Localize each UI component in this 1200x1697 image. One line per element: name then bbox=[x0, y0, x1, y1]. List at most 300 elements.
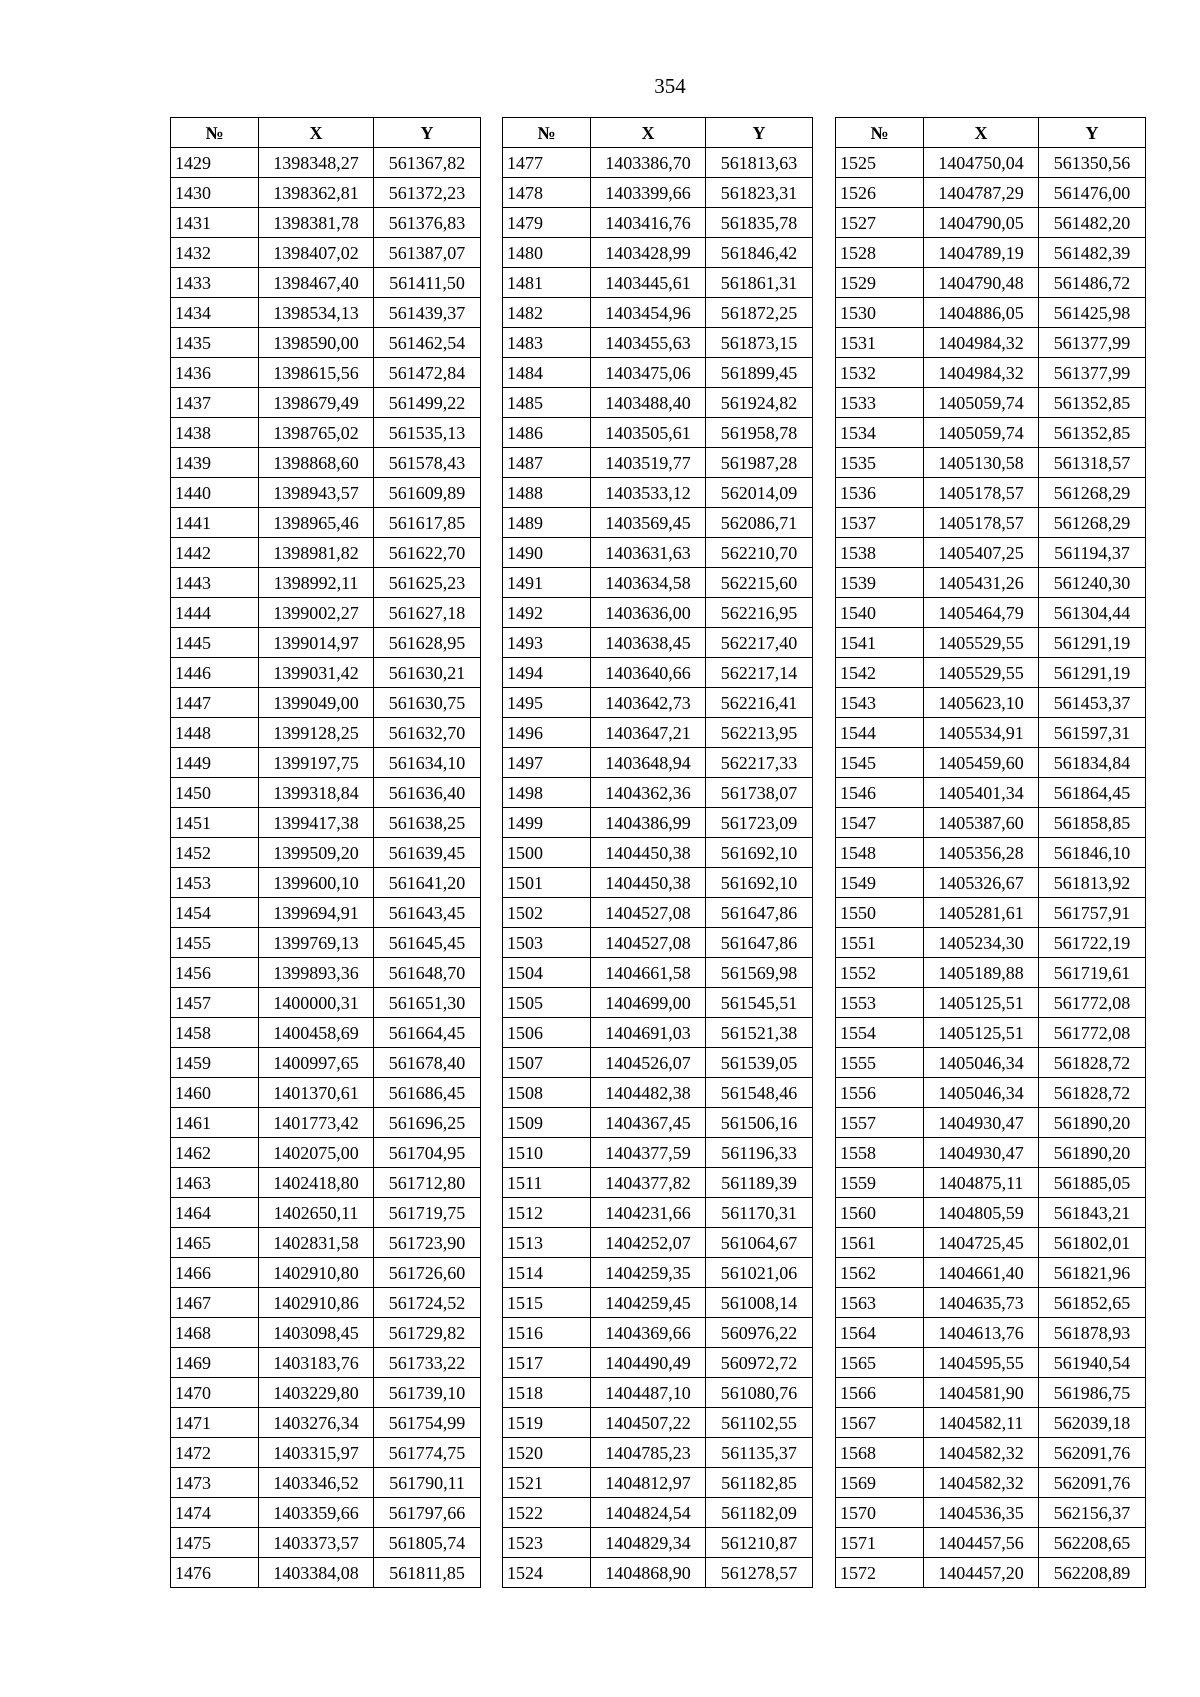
cell-y: 562208,89 bbox=[1039, 1558, 1146, 1588]
table-row bbox=[836, 1228, 1146, 1258]
cell-x: 1398615,56 bbox=[259, 358, 374, 388]
cell-y: 562216,95 bbox=[706, 598, 813, 628]
cell-number: 1445 bbox=[171, 628, 259, 658]
cell-y: 561625,23 bbox=[374, 568, 481, 598]
table-row bbox=[171, 1138, 481, 1168]
cell-number: 1441 bbox=[171, 508, 259, 538]
cell-number: 1474 bbox=[171, 1498, 259, 1528]
table-row bbox=[836, 388, 1146, 418]
cell-x: 1404984,32 bbox=[924, 358, 1039, 388]
cell-x: 1405356,28 bbox=[924, 838, 1039, 868]
cell-y: 561486,72 bbox=[1039, 268, 1146, 298]
cell-x: 1398362,81 bbox=[259, 178, 374, 208]
cell-number: 1448 bbox=[171, 718, 259, 748]
cell-y: 561873,15 bbox=[706, 328, 813, 358]
cell-y: 561521,38 bbox=[706, 1018, 813, 1048]
cell-x: 1404805,59 bbox=[924, 1198, 1039, 1228]
cell-x: 1399031,42 bbox=[259, 658, 374, 688]
cell-x: 1404595,55 bbox=[924, 1348, 1039, 1378]
table-row bbox=[171, 148, 481, 178]
cell-number: 1523 bbox=[503, 1528, 591, 1558]
cell-x: 1404457,56 bbox=[924, 1528, 1039, 1558]
cell-x: 1403640,66 bbox=[591, 658, 706, 688]
cell-y: 561686,45 bbox=[374, 1078, 481, 1108]
table-row bbox=[503, 958, 813, 988]
cell-x: 1405046,34 bbox=[924, 1078, 1039, 1108]
cell-number: 1488 bbox=[503, 478, 591, 508]
table-row bbox=[171, 598, 481, 628]
cell-y: 561813,92 bbox=[1039, 868, 1146, 898]
cell-number: 1435 bbox=[171, 328, 259, 358]
header-x: X bbox=[259, 118, 374, 148]
cell-x: 1399509,20 bbox=[259, 838, 374, 868]
cell-number: 1561 bbox=[836, 1228, 924, 1258]
cell-x: 1399769,13 bbox=[259, 928, 374, 958]
table-row bbox=[171, 1468, 481, 1498]
table-row bbox=[171, 1198, 481, 1228]
table-row bbox=[503, 778, 813, 808]
cell-number: 1449 bbox=[171, 748, 259, 778]
cell-x: 1403488,40 bbox=[591, 388, 706, 418]
cell-y: 561754,99 bbox=[374, 1408, 481, 1438]
cell-number: 1551 bbox=[836, 928, 924, 958]
cell-y: 561639,45 bbox=[374, 838, 481, 868]
cell-y: 561628,95 bbox=[374, 628, 481, 658]
cell-x: 1403505,61 bbox=[591, 418, 706, 448]
cell-y: 561733,22 bbox=[374, 1348, 481, 1378]
table-row bbox=[171, 178, 481, 208]
cell-number: 1508 bbox=[503, 1078, 591, 1108]
cell-y: 561482,39 bbox=[1039, 238, 1146, 268]
cell-number: 1557 bbox=[836, 1108, 924, 1138]
table-row bbox=[171, 448, 481, 478]
cell-number: 1431 bbox=[171, 208, 259, 238]
table-row bbox=[836, 208, 1146, 238]
cell-number: 1486 bbox=[503, 418, 591, 448]
cell-x: 1404507,22 bbox=[591, 1408, 706, 1438]
cell-x: 1403647,21 bbox=[591, 718, 706, 748]
cell-y: 561739,10 bbox=[374, 1378, 481, 1408]
cell-x: 1405189,88 bbox=[924, 958, 1039, 988]
table-row bbox=[503, 178, 813, 208]
table-row bbox=[171, 1228, 481, 1258]
table-row bbox=[503, 358, 813, 388]
cell-y: 561712,80 bbox=[374, 1168, 481, 1198]
cell-number: 1469 bbox=[171, 1348, 259, 1378]
table-row bbox=[171, 958, 481, 988]
cell-number: 1537 bbox=[836, 508, 924, 538]
cell-x: 1398381,78 bbox=[259, 208, 374, 238]
cell-x: 1403636,00 bbox=[591, 598, 706, 628]
cell-x: 1404259,45 bbox=[591, 1288, 706, 1318]
cell-number: 1517 bbox=[503, 1348, 591, 1378]
cell-x: 1399694,91 bbox=[259, 898, 374, 928]
table-row bbox=[503, 148, 813, 178]
cell-x: 1404527,08 bbox=[591, 898, 706, 928]
cell-x: 1404450,38 bbox=[591, 868, 706, 898]
cell-y: 561846,10 bbox=[1039, 838, 1146, 868]
table-row bbox=[836, 1408, 1146, 1438]
cell-y: 561376,83 bbox=[374, 208, 481, 238]
cell-y: 561291,19 bbox=[1039, 658, 1146, 688]
cell-x: 1398992,11 bbox=[259, 568, 374, 598]
cell-y: 561291,19 bbox=[1039, 628, 1146, 658]
cell-y: 561578,43 bbox=[374, 448, 481, 478]
cell-x: 1404527,08 bbox=[591, 928, 706, 958]
table-row bbox=[836, 358, 1146, 388]
cell-x: 1404482,38 bbox=[591, 1078, 706, 1108]
cell-number: 1466 bbox=[171, 1258, 259, 1288]
cell-number: 1477 bbox=[503, 148, 591, 178]
cell-x: 1404868,90 bbox=[591, 1558, 706, 1588]
cell-number: 1432 bbox=[171, 238, 259, 268]
cell-x: 1398943,57 bbox=[259, 478, 374, 508]
cell-y: 561636,40 bbox=[374, 778, 481, 808]
cell-number: 1433 bbox=[171, 268, 259, 298]
cell-x: 1404984,32 bbox=[924, 328, 1039, 358]
cell-x: 1399417,38 bbox=[259, 808, 374, 838]
cell-x: 1405059,74 bbox=[924, 418, 1039, 448]
cell-x: 1399128,25 bbox=[259, 718, 374, 748]
cell-x: 1404930,47 bbox=[924, 1138, 1039, 1168]
cell-y: 561647,86 bbox=[706, 928, 813, 958]
cell-y: 561726,60 bbox=[374, 1258, 481, 1288]
cell-x: 1404829,34 bbox=[591, 1528, 706, 1558]
table-row bbox=[503, 1378, 813, 1408]
cell-number: 1485 bbox=[503, 388, 591, 418]
cell-y: 561641,20 bbox=[374, 868, 481, 898]
cell-y: 561135,37 bbox=[706, 1438, 813, 1468]
cell-y: 561210,87 bbox=[706, 1528, 813, 1558]
cell-x: 1404231,66 bbox=[591, 1198, 706, 1228]
cell-x: 1404699,00 bbox=[591, 988, 706, 1018]
table-row bbox=[503, 418, 813, 448]
cell-number: 1450 bbox=[171, 778, 259, 808]
cell-x: 1404725,45 bbox=[924, 1228, 1039, 1258]
page-number: 354 bbox=[654, 74, 686, 98]
table-row bbox=[171, 238, 481, 268]
table-row bbox=[171, 838, 481, 868]
cell-y: 561609,89 bbox=[374, 478, 481, 508]
cell-x: 1405178,57 bbox=[924, 478, 1039, 508]
cell-y: 561645,45 bbox=[374, 928, 481, 958]
cell-x: 1405623,10 bbox=[924, 688, 1039, 718]
header-number: № bbox=[503, 118, 591, 148]
cell-number: 1478 bbox=[503, 178, 591, 208]
table-row bbox=[503, 628, 813, 658]
cell-number: 1437 bbox=[171, 388, 259, 418]
table-row bbox=[836, 148, 1146, 178]
cell-x: 1398765,02 bbox=[259, 418, 374, 448]
table-row bbox=[171, 478, 481, 508]
table-row bbox=[171, 628, 481, 658]
cell-x: 1403399,66 bbox=[591, 178, 706, 208]
cell-x: 1404377,82 bbox=[591, 1168, 706, 1198]
cell-x: 1398590,00 bbox=[259, 328, 374, 358]
cell-x: 1403098,45 bbox=[259, 1318, 374, 1348]
cell-number: 1476 bbox=[171, 1558, 259, 1588]
cell-x: 1404875,11 bbox=[924, 1168, 1039, 1198]
cell-y: 561651,30 bbox=[374, 988, 481, 1018]
cell-y: 561472,84 bbox=[374, 358, 481, 388]
table-row bbox=[836, 868, 1146, 898]
header-y: Y bbox=[1039, 118, 1146, 148]
cell-y: 561638,25 bbox=[374, 808, 481, 838]
cell-x: 1399600,10 bbox=[259, 868, 374, 898]
cell-x: 1403475,06 bbox=[591, 358, 706, 388]
cell-number: 1544 bbox=[836, 718, 924, 748]
cell-number: 1559 bbox=[836, 1168, 924, 1198]
table-row bbox=[836, 1078, 1146, 1108]
table-row bbox=[171, 1378, 481, 1408]
cell-y: 561350,56 bbox=[1039, 148, 1146, 178]
table-row bbox=[836, 778, 1146, 808]
cell-y: 561021,06 bbox=[706, 1258, 813, 1288]
cell-number: 1456 bbox=[171, 958, 259, 988]
cell-number: 1548 bbox=[836, 838, 924, 868]
cell-x: 1400458,69 bbox=[259, 1018, 374, 1048]
table-row bbox=[171, 1528, 481, 1558]
cell-x: 1404377,59 bbox=[591, 1138, 706, 1168]
coordinates-table-3 bbox=[835, 117, 1146, 1588]
cell-x: 1403276,34 bbox=[259, 1408, 374, 1438]
cell-number: 1470 bbox=[171, 1378, 259, 1408]
cell-x: 1403315,97 bbox=[259, 1438, 374, 1468]
table-row bbox=[503, 868, 813, 898]
cell-x: 1404613,76 bbox=[924, 1318, 1039, 1348]
table-row bbox=[503, 838, 813, 868]
cell-y: 562156,37 bbox=[1039, 1498, 1146, 1528]
cell-number: 1569 bbox=[836, 1468, 924, 1498]
cell-y: 561987,28 bbox=[706, 448, 813, 478]
cell-number: 1531 bbox=[836, 328, 924, 358]
table-row bbox=[503, 568, 813, 598]
table-row bbox=[503, 268, 813, 298]
table-row bbox=[503, 328, 813, 358]
cell-y: 561899,45 bbox=[706, 358, 813, 388]
table-row bbox=[836, 658, 1146, 688]
cell-y: 561858,85 bbox=[1039, 808, 1146, 838]
cell-number: 1471 bbox=[171, 1408, 259, 1438]
table-row bbox=[836, 1348, 1146, 1378]
cell-x: 1402418,80 bbox=[259, 1168, 374, 1198]
cell-y: 561627,18 bbox=[374, 598, 481, 628]
cell-number: 1505 bbox=[503, 988, 591, 1018]
cell-number: 1480 bbox=[503, 238, 591, 268]
cell-number: 1497 bbox=[503, 748, 591, 778]
cell-number: 1443 bbox=[171, 568, 259, 598]
cell-y: 561476,00 bbox=[1039, 178, 1146, 208]
cell-x: 1405125,51 bbox=[924, 988, 1039, 1018]
cell-number: 1500 bbox=[503, 838, 591, 868]
cell-number: 1473 bbox=[171, 1468, 259, 1498]
cell-y: 561890,20 bbox=[1039, 1138, 1146, 1168]
table-row bbox=[171, 928, 481, 958]
table-row bbox=[503, 988, 813, 1018]
table-row bbox=[503, 388, 813, 418]
cell-y: 561738,07 bbox=[706, 778, 813, 808]
table-row bbox=[171, 1438, 481, 1468]
cell-number: 1550 bbox=[836, 898, 924, 928]
cell-number: 1447 bbox=[171, 688, 259, 718]
cell-y: 561377,99 bbox=[1039, 358, 1146, 388]
table-row bbox=[503, 658, 813, 688]
cell-y: 561102,55 bbox=[706, 1408, 813, 1438]
cell-y: 561622,70 bbox=[374, 538, 481, 568]
cell-number: 1563 bbox=[836, 1288, 924, 1318]
cell-y: 561647,86 bbox=[706, 898, 813, 928]
cell-number: 1464 bbox=[171, 1198, 259, 1228]
table-row bbox=[836, 1468, 1146, 1498]
table-row bbox=[171, 988, 481, 1018]
cell-number: 1434 bbox=[171, 298, 259, 328]
cell-x: 1399318,84 bbox=[259, 778, 374, 808]
cell-y: 561846,42 bbox=[706, 238, 813, 268]
cell-number: 1467 bbox=[171, 1288, 259, 1318]
cell-x: 1398679,49 bbox=[259, 388, 374, 418]
table-row bbox=[836, 598, 1146, 628]
table-row bbox=[171, 358, 481, 388]
cell-number: 1454 bbox=[171, 898, 259, 928]
cell-number: 1442 bbox=[171, 538, 259, 568]
cell-y: 561664,45 bbox=[374, 1018, 481, 1048]
table-row bbox=[836, 478, 1146, 508]
cell-number: 1481 bbox=[503, 268, 591, 298]
cell-number: 1495 bbox=[503, 688, 591, 718]
cell-x: 1404635,73 bbox=[924, 1288, 1039, 1318]
cell-x: 1405125,51 bbox=[924, 1018, 1039, 1048]
table-row bbox=[836, 688, 1146, 718]
cell-number: 1554 bbox=[836, 1018, 924, 1048]
table-body bbox=[503, 148, 813, 1588]
table-row bbox=[503, 238, 813, 268]
cell-y: 561506,16 bbox=[706, 1108, 813, 1138]
table-row bbox=[503, 478, 813, 508]
cell-number: 1549 bbox=[836, 868, 924, 898]
cell-number: 1530 bbox=[836, 298, 924, 328]
cell-x: 1404582,32 bbox=[924, 1438, 1039, 1468]
cell-y: 562217,40 bbox=[706, 628, 813, 658]
cell-number: 1539 bbox=[836, 568, 924, 598]
cell-number: 1506 bbox=[503, 1018, 591, 1048]
cell-number: 1509 bbox=[503, 1108, 591, 1138]
table-row bbox=[171, 208, 481, 238]
cell-number: 1562 bbox=[836, 1258, 924, 1288]
cell-number: 1484 bbox=[503, 358, 591, 388]
table-row bbox=[171, 388, 481, 418]
table-row bbox=[836, 538, 1146, 568]
cell-y: 562210,70 bbox=[706, 538, 813, 568]
cell-x: 1404581,90 bbox=[924, 1378, 1039, 1408]
cell-x: 1400997,65 bbox=[259, 1048, 374, 1078]
cell-x: 1399893,36 bbox=[259, 958, 374, 988]
header-y: Y bbox=[374, 118, 481, 148]
cell-y: 561648,70 bbox=[374, 958, 481, 988]
cell-number: 1567 bbox=[836, 1408, 924, 1438]
cell-number: 1542 bbox=[836, 658, 924, 688]
cell-x: 1398868,60 bbox=[259, 448, 374, 478]
cell-number: 1568 bbox=[836, 1438, 924, 1468]
cell-y: 561890,20 bbox=[1039, 1108, 1146, 1138]
table-row bbox=[836, 1288, 1146, 1318]
cell-x: 1404789,19 bbox=[924, 238, 1039, 268]
cell-y: 561304,44 bbox=[1039, 598, 1146, 628]
cell-number: 1490 bbox=[503, 538, 591, 568]
cell-number: 1510 bbox=[503, 1138, 591, 1168]
cell-number: 1459 bbox=[171, 1048, 259, 1078]
table-row bbox=[171, 808, 481, 838]
cell-y: 561499,22 bbox=[374, 388, 481, 418]
header-number: № bbox=[171, 118, 259, 148]
cell-number: 1532 bbox=[836, 358, 924, 388]
table-row bbox=[836, 718, 1146, 748]
cell-x: 1404386,99 bbox=[591, 808, 706, 838]
cell-number: 1475 bbox=[171, 1528, 259, 1558]
cell-y: 561757,91 bbox=[1039, 898, 1146, 928]
table-row bbox=[503, 688, 813, 718]
table-row bbox=[171, 1348, 481, 1378]
cell-x: 1403384,08 bbox=[259, 1558, 374, 1588]
header-number: № bbox=[836, 118, 924, 148]
cell-x: 1405464,79 bbox=[924, 598, 1039, 628]
cell-number: 1515 bbox=[503, 1288, 591, 1318]
cell-x: 1399002,27 bbox=[259, 598, 374, 628]
header-x: X bbox=[591, 118, 706, 148]
cell-y: 561352,85 bbox=[1039, 418, 1146, 448]
cell-x: 1404450,38 bbox=[591, 838, 706, 868]
cell-x: 1398348,27 bbox=[259, 148, 374, 178]
cell-number: 1524 bbox=[503, 1558, 591, 1588]
cell-x: 1405401,34 bbox=[924, 778, 1039, 808]
cell-y: 561634,10 bbox=[374, 748, 481, 778]
cell-x: 1404362,36 bbox=[591, 778, 706, 808]
cell-x: 1403519,77 bbox=[591, 448, 706, 478]
cell-x: 1404930,47 bbox=[924, 1108, 1039, 1138]
cell-y: 561318,57 bbox=[1039, 448, 1146, 478]
cell-y: 561367,82 bbox=[374, 148, 481, 178]
cell-number: 1534 bbox=[836, 418, 924, 448]
table-row bbox=[503, 1078, 813, 1108]
cell-x: 1398965,46 bbox=[259, 508, 374, 538]
table-row bbox=[503, 1198, 813, 1228]
cell-number: 1483 bbox=[503, 328, 591, 358]
table-row bbox=[503, 538, 813, 568]
cell-y: 560976,22 bbox=[706, 1318, 813, 1348]
table-row bbox=[836, 1498, 1146, 1528]
cell-number: 1518 bbox=[503, 1378, 591, 1408]
cell-number: 1570 bbox=[836, 1498, 924, 1528]
cell-x: 1399014,97 bbox=[259, 628, 374, 658]
cell-number: 1430 bbox=[171, 178, 259, 208]
table-row bbox=[503, 808, 813, 838]
cell-x: 1404790,48 bbox=[924, 268, 1039, 298]
cell-x: 1404661,58 bbox=[591, 958, 706, 988]
table-header-row bbox=[171, 118, 481, 148]
cell-number: 1429 bbox=[171, 148, 259, 178]
table-row bbox=[836, 808, 1146, 838]
cell-y: 561835,78 bbox=[706, 208, 813, 238]
cell-x: 1404824,54 bbox=[591, 1498, 706, 1528]
cell-number: 1519 bbox=[503, 1408, 591, 1438]
cell-number: 1492 bbox=[503, 598, 591, 628]
table-row bbox=[171, 1048, 481, 1078]
table-row bbox=[836, 1558, 1146, 1588]
cell-number: 1446 bbox=[171, 658, 259, 688]
table-row bbox=[503, 208, 813, 238]
cell-y: 562039,18 bbox=[1039, 1408, 1146, 1438]
cell-y: 562086,71 bbox=[706, 508, 813, 538]
table-row bbox=[836, 298, 1146, 328]
